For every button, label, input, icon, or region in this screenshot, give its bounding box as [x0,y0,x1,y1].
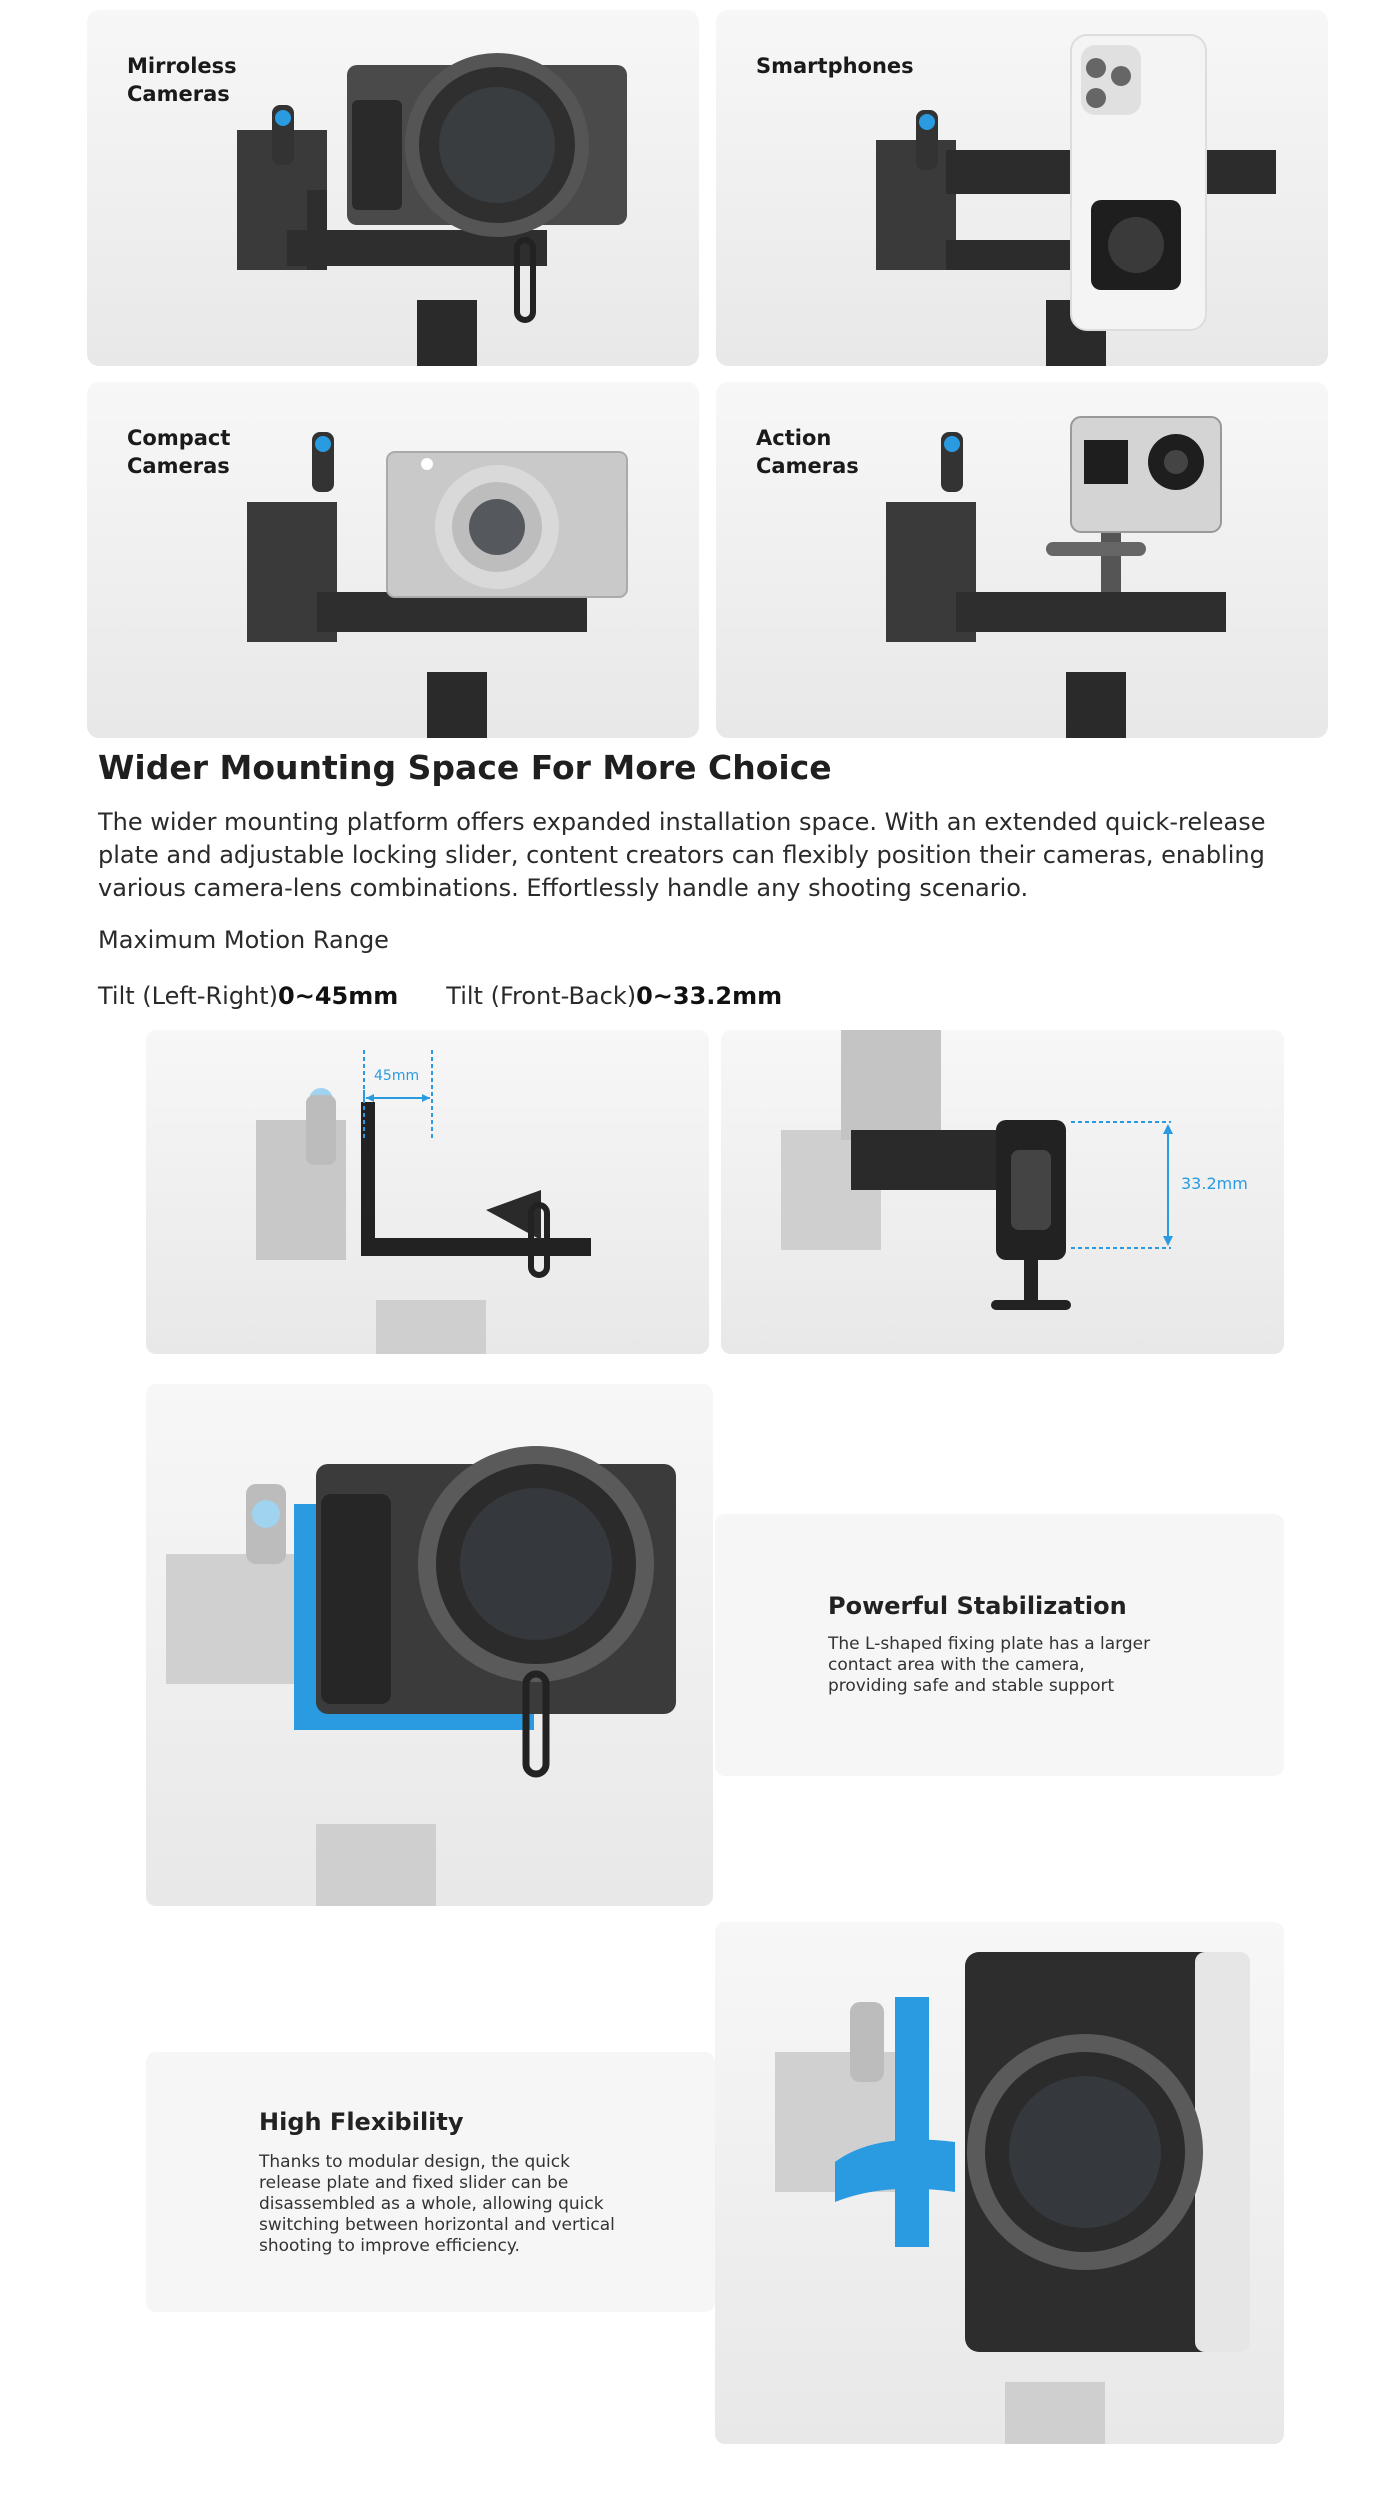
motion-range-label: Maximum Motion Range [98,926,389,954]
section-description: The wider mounting platform offers expanded installation space. With an extended quick-release plate and adjustable locking slider, content creators can flexibly position their cameras, enabling various camera-lens combinations. Effortlessly handle any shooting scenario. [98,808,1266,902]
mount-card-mirrorless [87,10,699,366]
tilt-specs [98,982,782,1010]
stabilization-text: The L-shaped fixing plate has a larger contact area with the camera, providing safe and stable support [828,1634,1151,1696]
stabilization-panel [715,1514,1284,1776]
flexibility-text: Thanks to modular design, the quick release plate and fixed slider can be disassembled as a whole, allowing quick switching between horizontal and vertical shooting to improve efficiency. [259,2152,615,2256]
tilt-lr-value: 0~45mm [278,982,399,1010]
card-label-mirrorless: Mirroless Cameras [127,54,237,106]
flexibility-panel [146,2052,715,2312]
flexibility-image [715,1922,1284,2444]
flexibility-title: High Flexibility [259,2108,464,2136]
tilt-fb-diagram [721,1030,1284,1354]
mount-card-smartphones [716,10,1328,366]
card-label-smartphones: Smartphones [756,54,914,78]
stabilization-title: Powerful Stabilization [828,1592,1127,1620]
tilt-fb-value: 0~33.2mm [636,982,783,1010]
card-label-action: Action Cameras [756,426,859,478]
l-plate-camera-illustration [146,1384,713,1906]
lr-measure-label: 45mm [374,1068,420,1084]
mount-card-compact [87,382,699,738]
gimbal-lr-illustration [146,1030,709,1354]
tilt-lr-label: Tilt (Left-Right) [98,982,279,1010]
tilt-fb-label: Tilt (Front-Back) [446,982,637,1010]
fb-measure-label: 33.2mm [1181,1174,1248,1193]
vertical-mount-illustration [715,1922,1284,2444]
card-label-compact: Compact Cameras [127,426,231,478]
mount-card-action [716,382,1328,738]
section-title: Wider Mounting Space For More Choice [98,748,832,787]
stabilization-image [146,1384,713,1906]
tilt-lr-diagram [146,1030,709,1354]
